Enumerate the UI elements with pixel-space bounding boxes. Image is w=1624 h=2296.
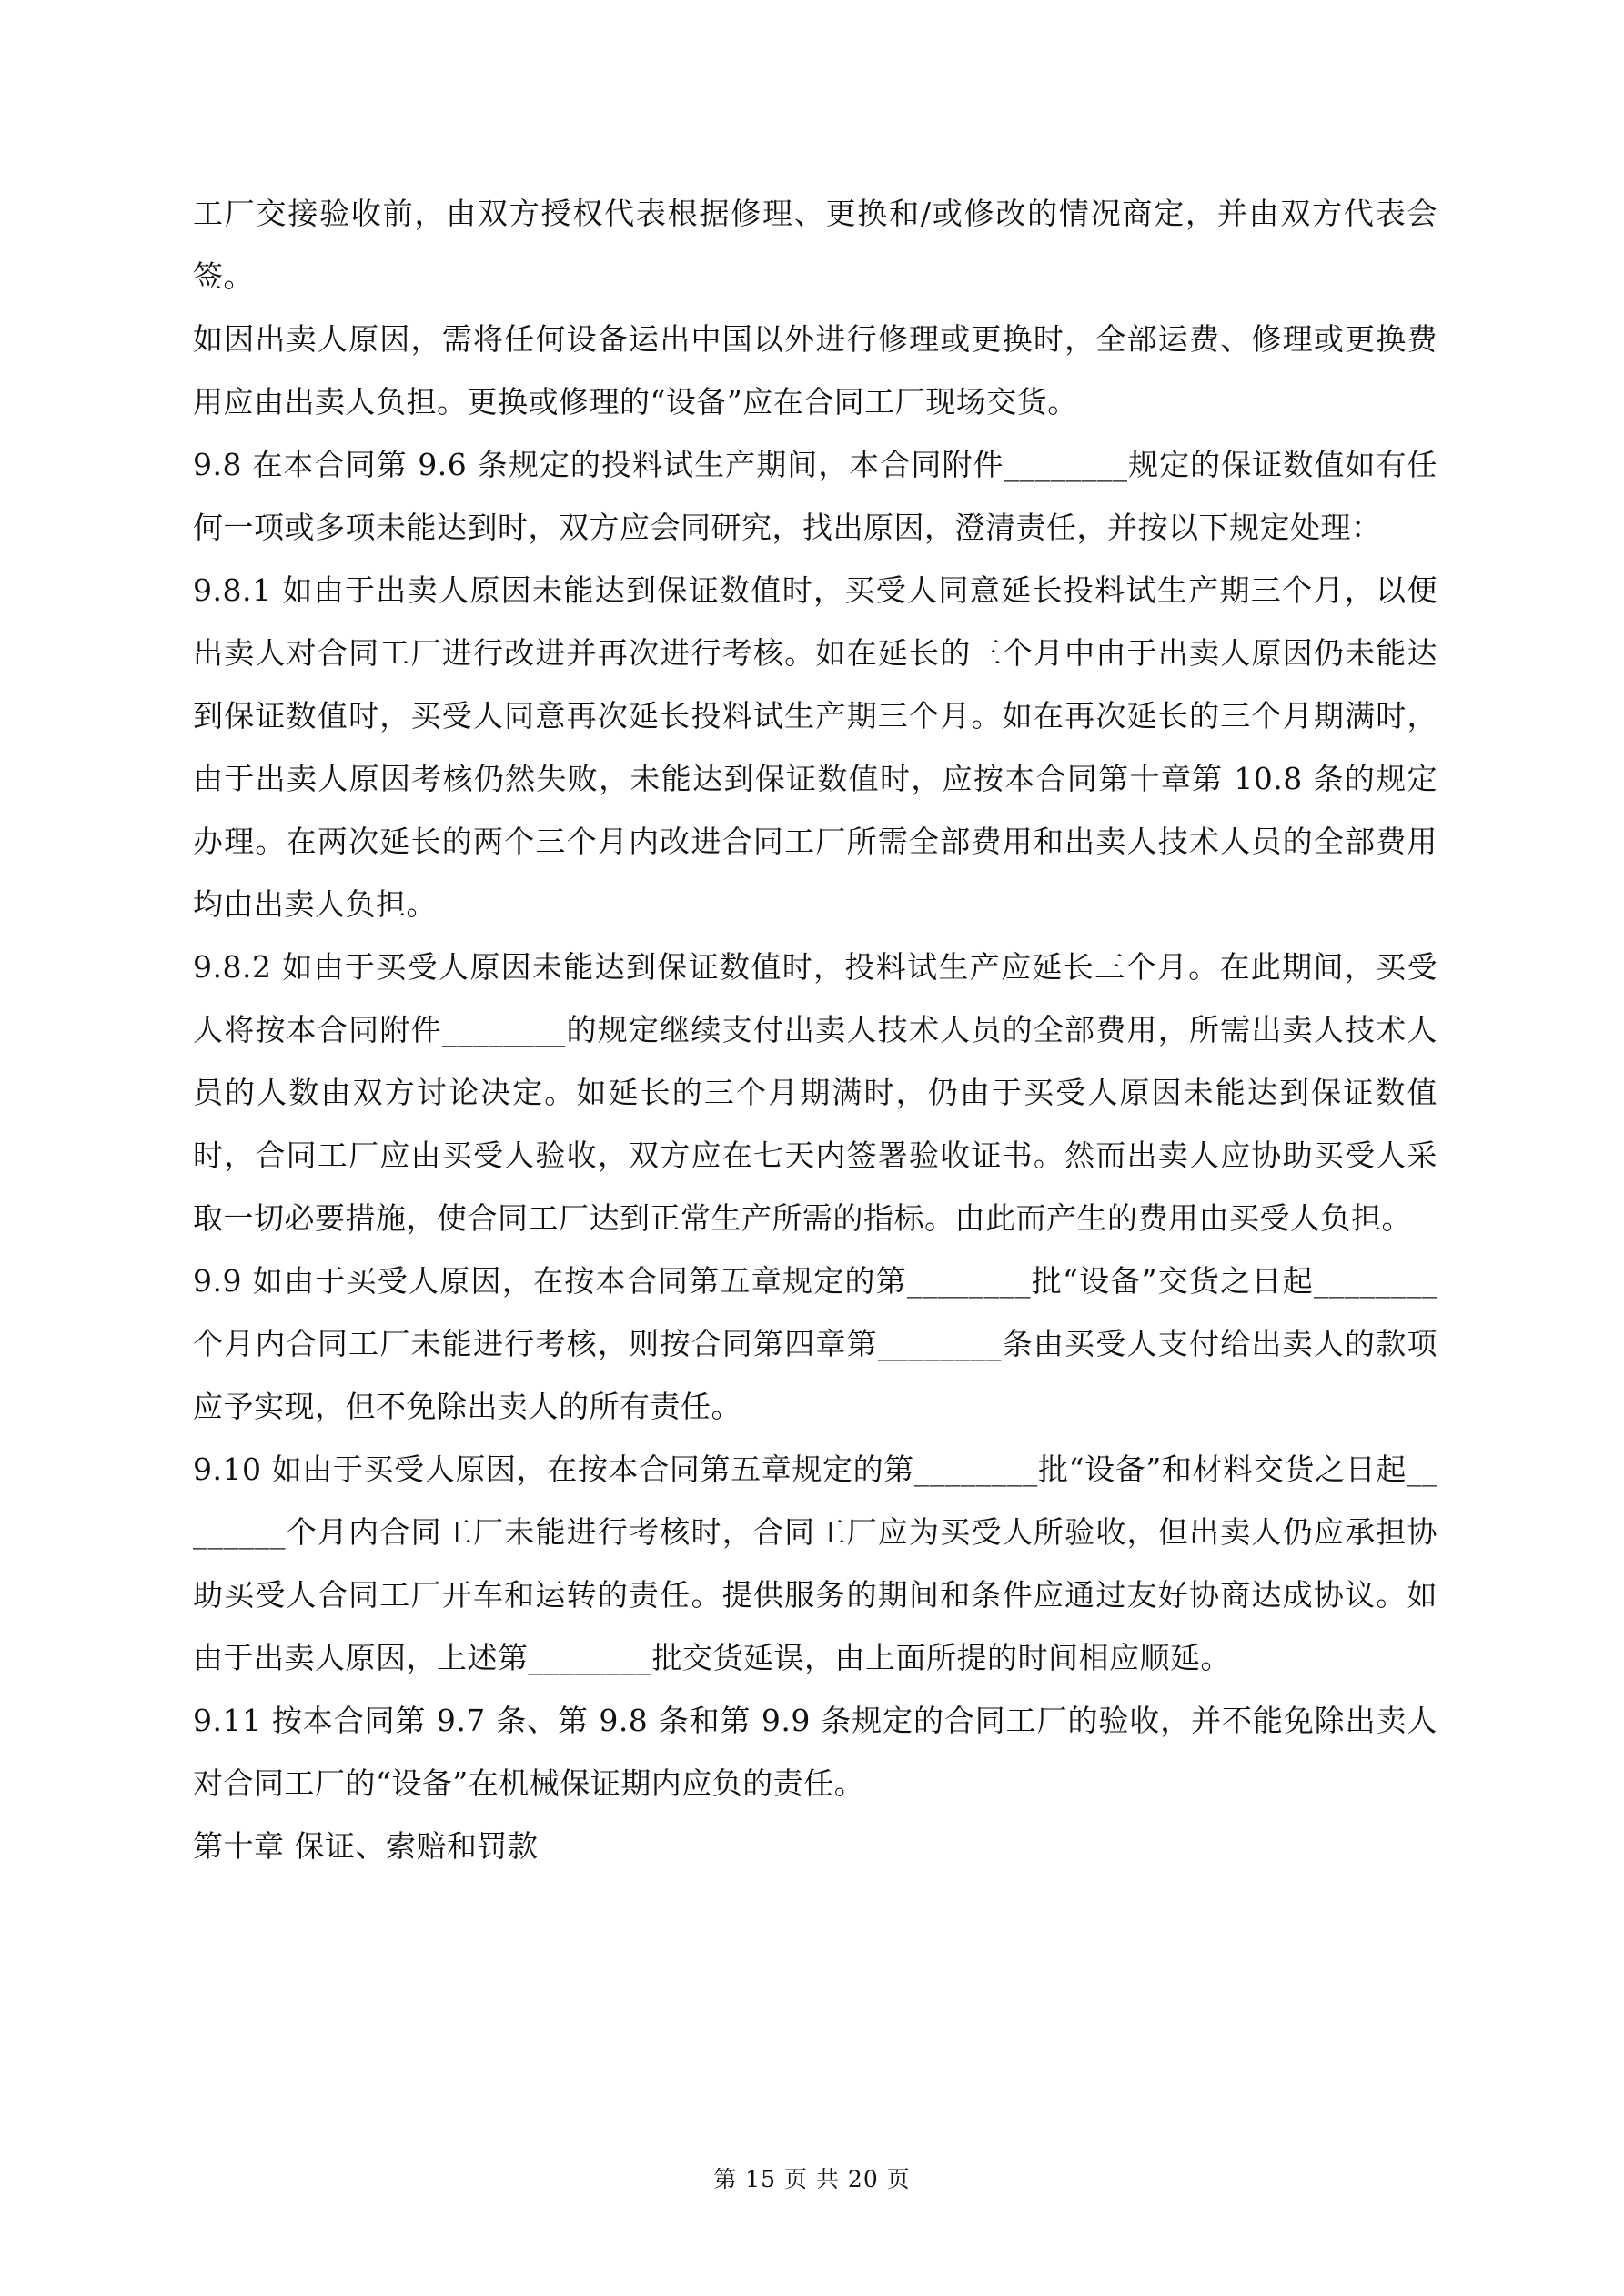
paragraph-clause-9-8: 9.8 在本合同第 9.6 条规定的投料试生产期间，本合同附件________规定的保证数值如有任何一项或多项未能达到时，双方应会同研究，找出原因，澄清责任，并按以下规定处理： (193, 447, 1437, 545)
paragraph-clause-9-10: 9.10 如由于买受人原因，在按本合同第五章规定的第________批“设备”和材料交货之日起________个月内合同工厂未能进行考核时，合同工厂应为买受人所验收，但出卖人仍应承担协助买受人合同工厂开车和运转的责任。提供服务的期间和条件应通过友好协商达成协议。如由于出卖人原因，上述第________批交货延误，由上面所提的时间相应顺延。 (193, 1451, 1437, 1675)
paragraph-clause-9-11: 9.11 按本合同第 9.7 条、第 9.8 条和第 9.9 条规定的合同工厂的验收，并不能免除出卖人对合同工厂的“设备”在机械保证期内应负的责任。 (193, 1703, 1437, 1801)
page-number-footer: 第 15 页 共 20 页 (713, 2166, 911, 2192)
paragraph-acceptance-cosign: 工厂交接验收前，由双方授权代表根据修理、更换和/或修改的情况商定，并由双方代表会签。 (193, 196, 1437, 294)
paragraph-clause-9-9: 9.9 如由于买受人原因，在按本合同第五章规定的第________批“设备”交货之日起________个月内合同工厂未能进行考核，则按合同第四章第________条由买受人支付给出卖人的款项应予实现，但不免除出卖人的所有责任。 (193, 1263, 1437, 1424)
document-body (193, 182, 1437, 1877)
paragraph-repair-abroad: 如因出卖人原因，需将任何设备运出中国以外进行修理或更换时，全部运费、修理或更换费用应由出卖人负担。更换或修理的“设备”应在合同工厂现场交货。 (193, 321, 1437, 420)
paragraph-clause-9-8-2: 9.8.2 如由于买受人原因未能达到保证数值时，投料试生产应延长三个月。在此期间，买受人将按本合同附件________的规定继续支付出卖人技术人员的全部费用，所需出卖人技术人员的人数由双方讨论决定。如延长的三个月期满时，仍由于买受人原因未能达到保证数值时，合同工厂应由买受人验收，双方应在七天内签署验收证书。然而出卖人应协助买受人采取一切必要措施，使合同工厂达到正常生产所需的指标。由此而产生的费用由买受人负担。 (193, 949, 1437, 1236)
chapter-10-heading: 第十章 保证、索赔和罚款 (193, 1828, 539, 1864)
paragraph-clause-9-8-1: 9.8.1 如由于出卖人原因未能达到保证数值时，买受人同意延长投料试生产期三个月，以便出卖人对合同工厂进行改进并再次进行考核。如在延长的三个月中由于出卖人原因仍未能达到保证数值时，买受人同意再次延长投料试生产期三个月。如在再次延长的三个月期满时，由于出卖人原因考核仍然失败，未能达到保证数值时，应按本合同第十章第 10.8 条的规定办理。在两次延长的两个三个月内改进合同工厂所需全部费用和出卖人技术人员的全部费用均由出卖人负担。 (193, 572, 1437, 922)
